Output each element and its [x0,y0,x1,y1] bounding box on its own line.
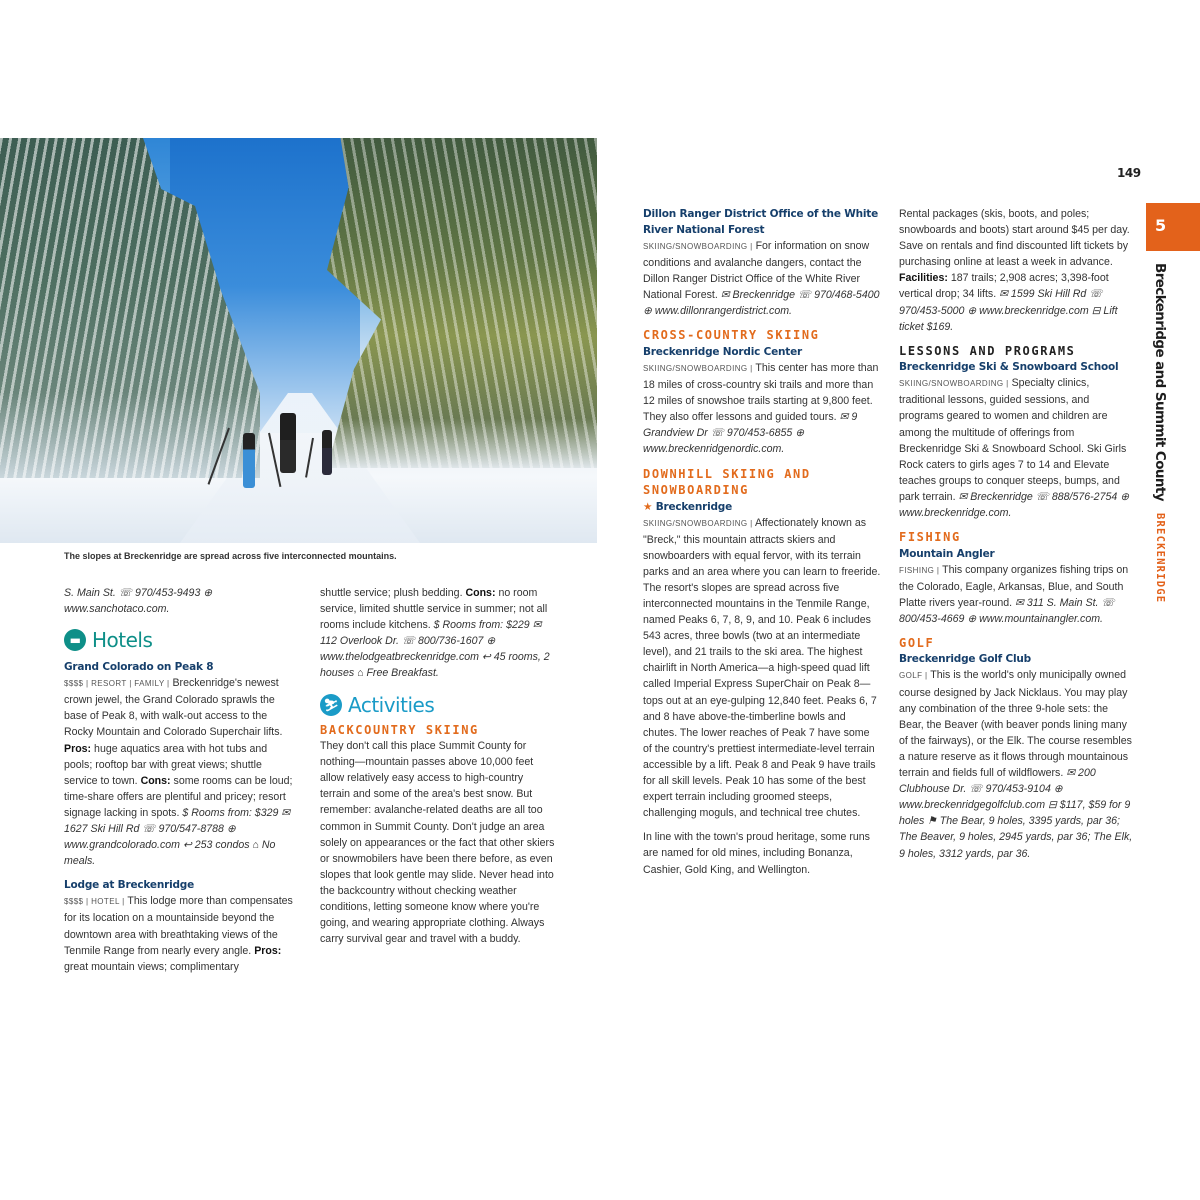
cons-label: Cons: [140,774,171,787]
entry-tags: GOLF | [899,671,928,681]
entry-details: ✉ 9 Grandview Dr ☏ 970/453-6855 ⊕ www.breckenridgenordic.com. [643,411,858,456]
entry-title: Grand Colorado on Peak 8 [64,661,214,674]
category-heading: CROSS-COUNTRY SKIING [643,328,820,343]
category-heading: DOWNHILL SKIING AND SNOWBOARDING [643,466,811,498]
entry-title: Lodge at Breckenridge [64,879,195,892]
carryover-text: S. Main St. ☏ 970/453-9493 ⊕ www.sanchotaco.com. [64,587,213,616]
facilities-text: 187 trails; 2,908 acres; 3,398-foot vertical drop; 34 lifts. [899,272,1109,301]
entry-tags: $$$$ | HOTEL | [64,897,125,907]
entry-title [643,499,881,515]
golf-holes: ⚑ The Bear, 9 holes, 3395 yards, par 36; The Beaver, 9 holes, 2945 yards, par 36; The Elk, 9 holes, 3312 yards, par 36. [899,815,1133,860]
entry-tags: $$$$ | RESORT | FAMILY | [64,679,170,689]
facilities-label: Facilities: [899,272,948,285]
photo-trees-right [327,138,597,468]
pros-label: Pros: [64,742,92,755]
chapter-tab [1146,203,1200,251]
category-heading: FISHING [899,530,961,545]
pros-label: Pros: [254,944,282,957]
entry-title: Mountain Angler [899,547,995,560]
entry-body: Breckenridge's newest crown jewel, the Grand Colorado sprawls the base of Peak 8, with walk-out access to the Rocky Mountain and Colorado Superchair lifts. [64,677,283,739]
photo-skier [280,413,296,473]
carryover-text: shuttle service; plush bedding. [320,587,463,599]
running-head [1152,263,1168,603]
category-heading: LESSONS AND PROGRAMS [899,343,1076,358]
photo-skier [322,430,332,475]
cons-text: some rooms can be loud; time-share offers are plentiful and pricey; resort signage lacking in spots. [64,774,293,819]
category-heading: GOLF [899,635,935,650]
photo-skier [243,433,255,488]
hotel-entry [64,877,297,974]
star-icon: ★ [643,500,653,513]
entry-tags: SKIING/SNOWBOARDING | [899,379,1009,389]
column-1 [64,585,297,975]
running-head-title: Breckenridge and Summit County [1152,263,1168,501]
entry-body: Specialty clinics, traditional lessons, guided sessions, and programs geared to women and children are among the multitude of offerings from Breckenridge Ski & Snowboard School. Ski Girls Rock caters to girls ages 7 to 14 and Elevate teaches groups to conquer steeps, bumps, and park terrain. [899,377,1127,503]
entry-body: This lodge more than compensates for its location on a mountainside beyond the downtown area with breathtaking views of the Tenmile Range from nearly every angle. [64,895,293,957]
ski-trail-photo [0,138,597,543]
entry-title-text: Breckenridge [655,500,733,513]
category-heading: BACKCOUNTRY SKIING [320,722,479,737]
pros-text: huge aquatics area with hot tubs and pools; rooftop bar with great views; shuttle service to town. [64,742,268,787]
photo-caption: The slopes at Breckenridge are spread across five interconnected mountains. [64,551,397,561]
running-head-subtitle: BRECKENRIDGE [1154,513,1166,604]
skier-icon: ⛷ [320,694,342,716]
carryover-text: Rental packages (skis, boots, and poles; snowboards and boots) start around $45 per day. Save on rentals and find discounted lift tickets by purchasing online at least a week in advance. [899,208,1130,269]
entry-details: $ Rooms from: $229 ✉ 112 Overlook Dr. ☏ 800/736-1607 ⊕ www.thelodgeatbreckenridge.com ↩ 45 rooms, 2 houses ⌂ Free Breakfast. [320,619,550,680]
bed-icon: ▬ [64,629,86,651]
column-2 [320,585,555,947]
cons-label: Cons: [465,587,496,599]
entry-title: Breckenridge Golf Club [899,653,1031,666]
pros-text: great mountain views; complimentary [64,960,239,973]
entry-details: ✉ Breckenridge ☏ 970/468-5400 ⊕ www.dillonrangerdistrict.com. [643,289,880,318]
entry-tags: SKIING/SNOWBOARDING | [643,242,753,251]
activities-heading [320,694,555,716]
chapter-number: 5 [1155,216,1167,235]
hotels-heading [64,629,297,651]
entry-title: Breckenridge Nordic Center [643,345,803,358]
activities-heading-label: Activities [348,692,435,717]
entry-tags: SKIING/SNOWBOARDING | [643,518,753,528]
backcountry-body: They don't call this place Summit County for nothing—mountain passes above 10,000 feet allow relatively easy access to high-country terrain and some of the area's best snow. But remember: avalanche-related deaths are all too common in Summit County. Don't judge an area solely on appearances or the fact that other skiers or snowmobilers have been there before, as even slopes that look gentle may slide. Never head into the backcountry without checking weather conditions, letting someone know where you're going, and wearing appropriate clothing. Always carry survival gear and travel with a buddy. [320,740,555,946]
entry-details: $ Rooms from: $329 ✉ 1627 Ski Hill Rd ☏ 970/547-8788 ⊕ www.grandcolorado.com ↩ 253 condos ⌂ No meals. [64,806,291,868]
entry-title: Breckenridge Ski & Snowboard School [899,361,1119,374]
entry-body: This company organizes fishing trips on the Colorado, Eagle, Arkansas, Blue, and South Platte rivers year-round. [899,563,1129,609]
entry-body: This is the world's only municipally owned course designed by Jack Nicklaus. You may play any combination of the three 9-hole sets: the Bear, the Beaver (with beaver ponds lining many of the fairways), or the Elk. The course resembles a nature reserve as it flows through mountainous terrain and fields full of wildflowers. [899,669,1132,780]
column-4 [899,206,1134,862]
page-number: 149 [1117,166,1141,180]
hotel-entry [64,659,297,869]
entry-body-2: In line with the town's proud heritage, some runs are named for old mines, including Bonanza, Cashier, Gold King, and Wellington. [643,831,870,876]
entry-details: ✉ Breckenridge ☏ 888/576-2754 ⊕ www.breckenridge.com. [899,490,1130,519]
cons-text: no room service, limited shuttle service in summer; not all rooms include kitchens. [320,587,548,632]
entry-details: ✉ 200 Clubhouse Dr. ☏ 970/453-9104 ⊕ www.breckenridgegolfclub.com ⊟ $117, $59 for 9 holes [899,767,1131,828]
entry-body: This center has more than 18 miles of cross-country ski trails and more than 12 miles of snowshoe trails starting at 9,800 feet. They also offer lessons and guided tours. [643,361,879,424]
entry-tags: FISHING | [899,565,940,575]
hotels-heading-label: Hotels [92,628,153,653]
entry-title: Dillon Ranger District Office of the White River National Forest [643,208,879,236]
entry-body: For information on snow conditions and avalanche dangers, contact the Dillon Ranger District Office of the White River National Forest. [643,240,870,302]
entry-details: ✉ 311 S. Main St. ☏ 800/453-4669 ⊕ www.mountainangler.com. [899,596,1115,625]
entry-body: Affectionately known as "Breck," this mountain attracts skiers and snowboarders with equal fervor, with its terrain parks and an area where you can learn to freeride. The resort's slopes are spread across five interconnected mountains in the Tenmile Range, named Peaks 6, 7, 8, 9, and 10. Peak 6 includes 543 acres, three bowls (two at an intermediate level), and 21 trails to the ski area. The highest chairlift in North America—a high-speed quad lift called Imperial Express SuperChair on Peak 8—tops out at an eye-gulping 12,840 feet. Peaks 6, 7 and 8 have above-the-timberline bowls and chutes. The lower reaches of Peak 7 have some of the country's prettiest intermediate-level terrain accessible by a lift. Peak 8 and Peak 9 have trails for all skill levels. Peak 10 has some of the best expert terrain including groomed steeps, challenging moguls, and technical tree chutes. [643,516,881,820]
entry-details: ✉ 1599 Ski Hill Rd ☏ 970/453-5000 ⊕ www.breckenridge.com ⊟ Lift ticket $169. [899,288,1118,333]
entry-tags: SKIING/SNOWBOARDING | [643,363,753,373]
column-3 [643,206,881,878]
